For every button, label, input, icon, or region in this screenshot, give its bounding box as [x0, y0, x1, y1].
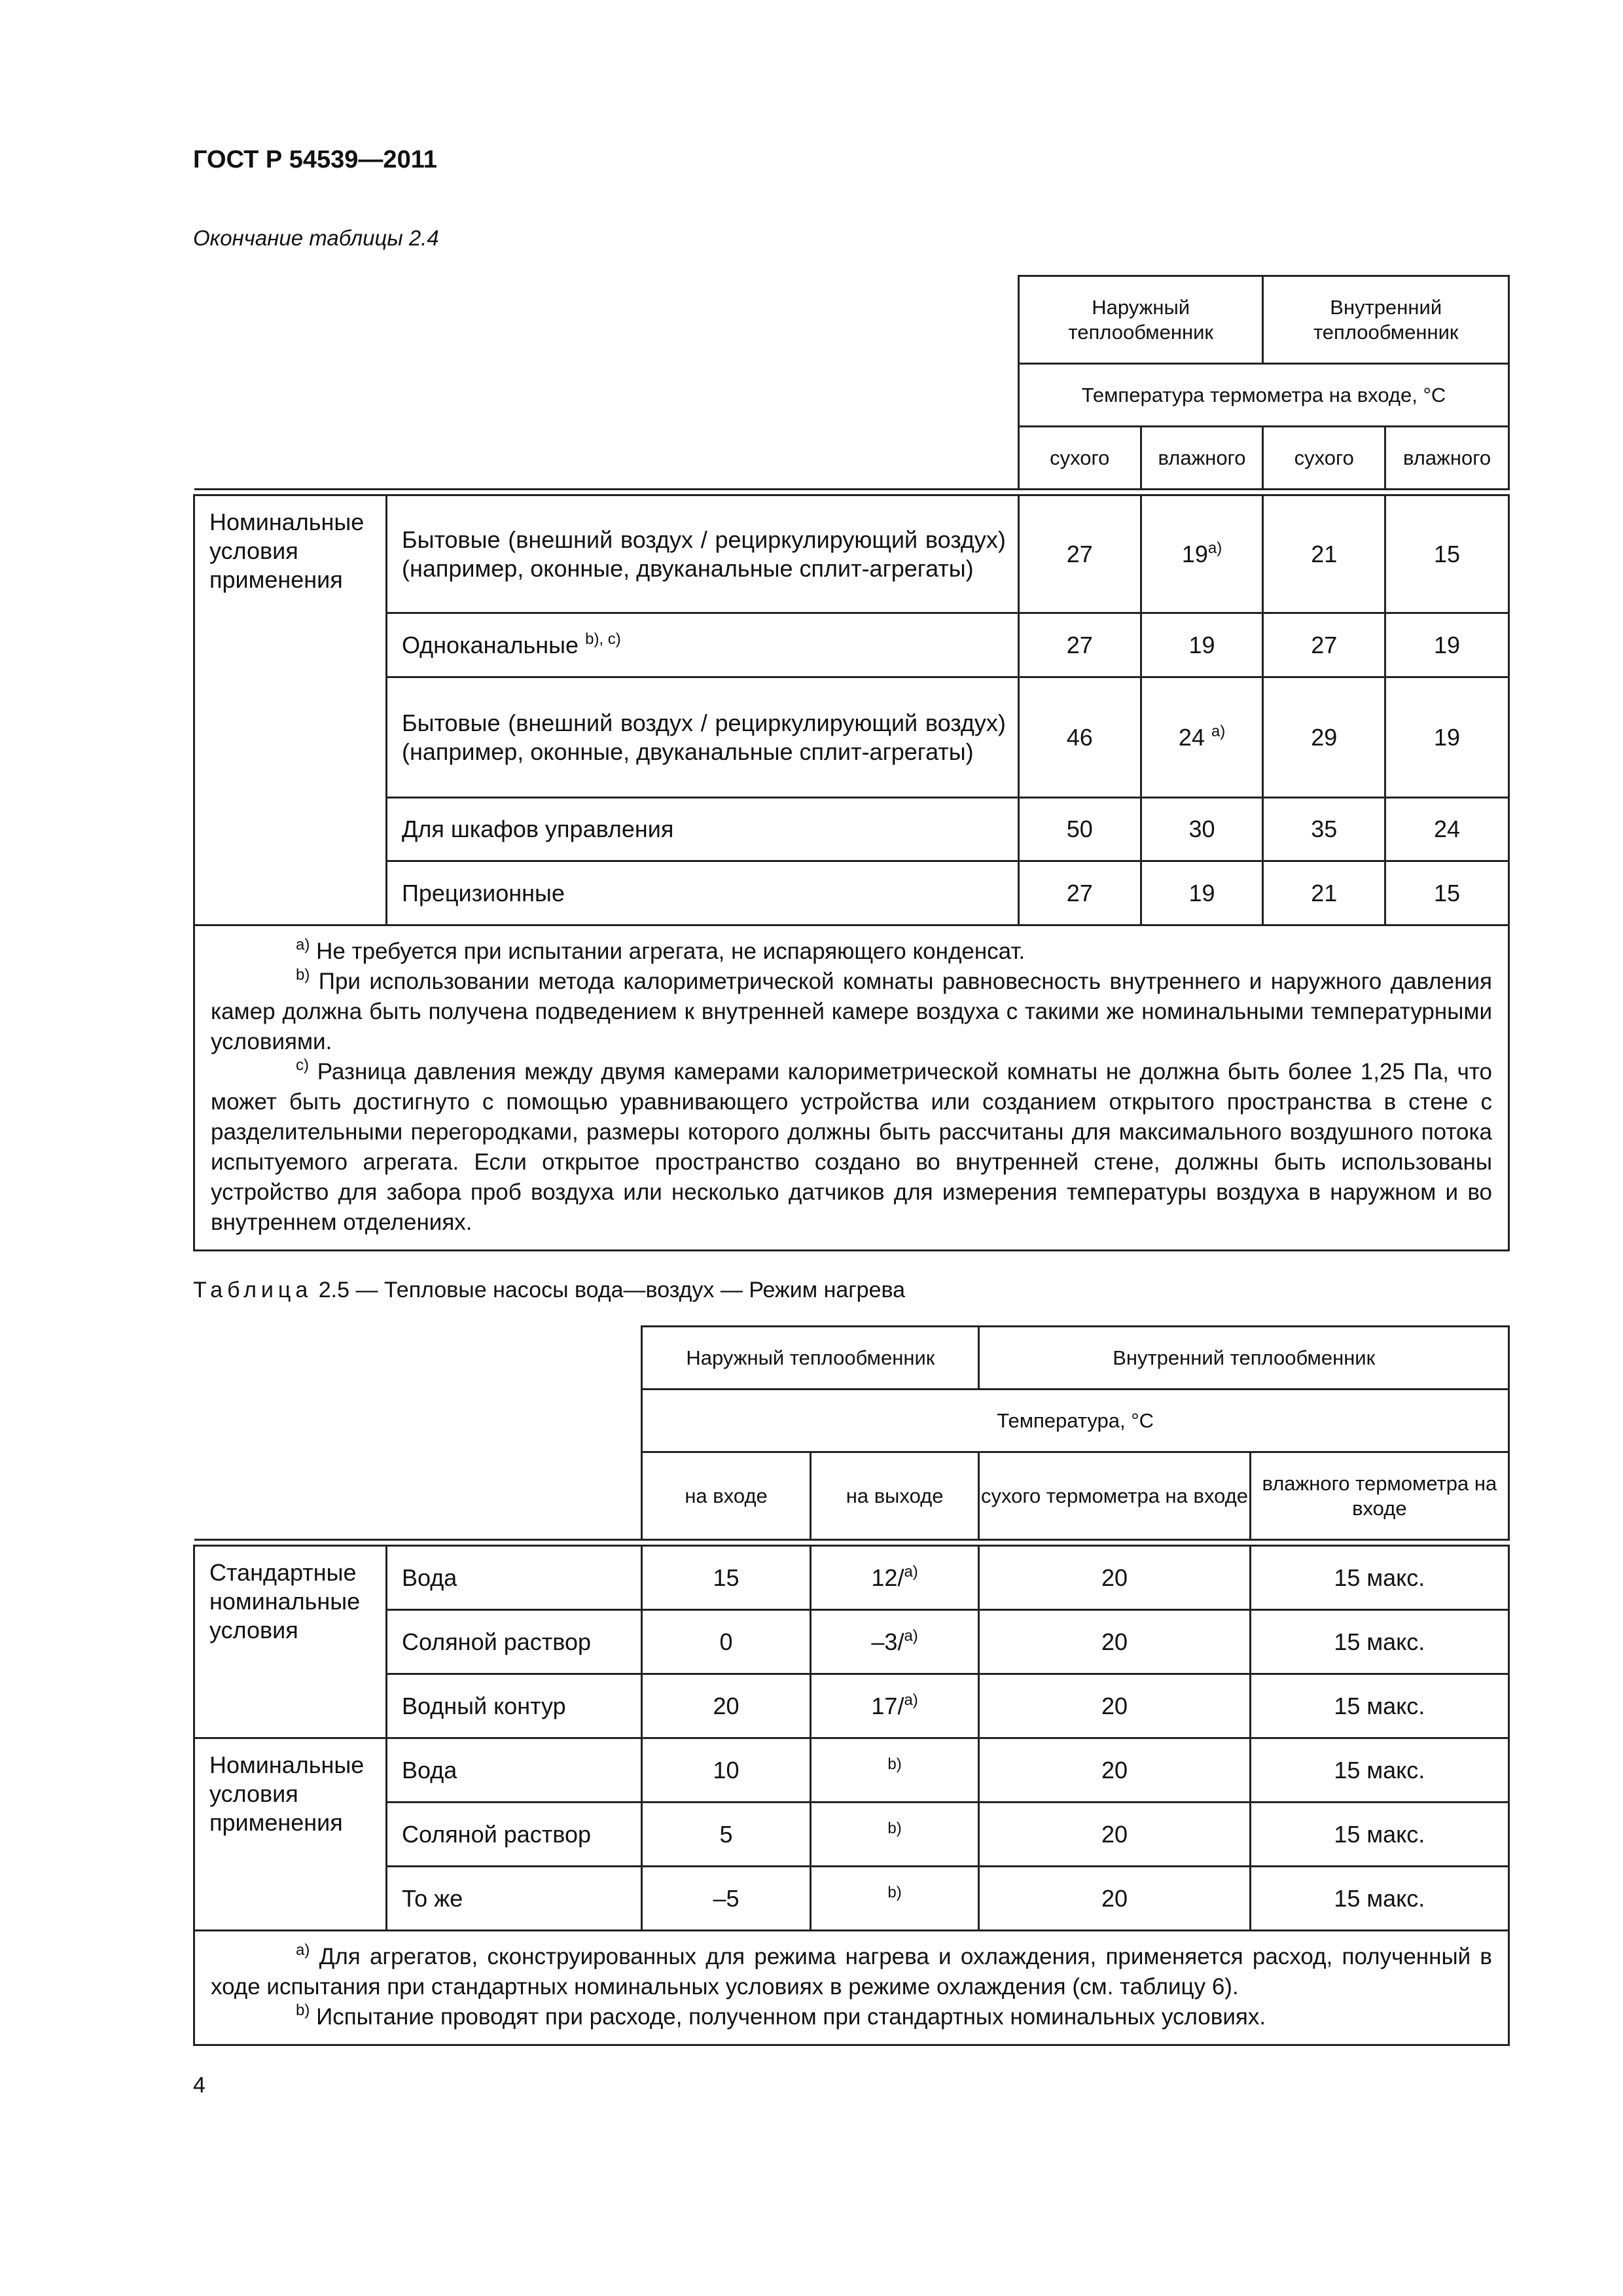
table-row	[194, 798, 1509, 861]
table-row	[194, 1803, 1509, 1867]
cell: 19	[1141, 861, 1263, 925]
cell: 20	[979, 1546, 1250, 1610]
footnote-ref: a)	[1207, 539, 1222, 557]
cell: 15 макс.	[1250, 1867, 1508, 1931]
footnote-ref: a)	[904, 1562, 918, 1581]
document-title: ГОСТ Р 54539—2011	[193, 146, 437, 173]
cell: 5	[642, 1803, 811, 1867]
table-row	[194, 1610, 1509, 1674]
col-outer-exchanger: Наружный теплообменник	[1018, 276, 1263, 364]
sub-dry-bulb-inlet: сухого термометра на входе	[979, 1452, 1250, 1540]
footnote: $^{b)}$ При использовании метода калориметрической комнаты равновесность внутреннего и наружного давления камер должна быть получена подведением к внутренней камере воздуха с такими же номинальными температурными условиями.	[211, 966, 1492, 1054]
table-row	[194, 677, 1509, 798]
cell	[810, 1738, 979, 1803]
sub-wet-bulb-inlet: влажного термометра на входе	[1250, 1452, 1508, 1540]
cell: 20	[979, 1738, 1250, 1803]
row-name: То же	[386, 1867, 641, 1931]
row-name: Одноканальные $^{b), c)}$	[386, 613, 1018, 677]
footnote-ref: a)	[904, 1626, 918, 1645]
footnote-ref: b)	[887, 1883, 902, 1901]
cell: 29	[1263, 677, 1385, 798]
row-name: Бытовые (внешний воздух / рециркулирующий воздух) (например, оконные, двуканальные сплит-агрегаты)	[386, 677, 1018, 798]
cell: 19	[1385, 677, 1509, 798]
cell: –5	[642, 1867, 811, 1931]
cell	[810, 1867, 979, 1931]
table-2-5-caption: Таблица 2.5 — Тепловые насосы вода—воздух — Режим нагрева	[193, 1278, 906, 1302]
cell: 19	[1385, 613, 1509, 677]
cell: 27	[1018, 495, 1141, 613]
table-row	[194, 1674, 1509, 1738]
temperature-header: Температура, °С	[642, 1390, 1509, 1452]
row-name: Вода	[386, 1546, 641, 1610]
col-inner-exchanger: Внутренний теплообменник	[1263, 276, 1509, 364]
table-row	[194, 1546, 1509, 1610]
group-label: Номинальные условия применения	[194, 495, 387, 925]
cell: 10	[642, 1738, 811, 1803]
cell: 46	[1018, 677, 1141, 798]
cell: 15 макс.	[1250, 1803, 1508, 1867]
cell: 27	[1018, 613, 1141, 677]
row-name: Соляной раствор	[386, 1610, 641, 1674]
group-label: Стандартные номинальные условия	[194, 1546, 387, 1738]
row-name: Водный контур	[386, 1674, 641, 1738]
table-row	[194, 1738, 1509, 1803]
table-2-4	[193, 275, 1510, 1251]
cell: 21	[1263, 495, 1385, 613]
sub-dry-outer: сухого	[1018, 427, 1141, 490]
row-name: Прецизионные	[386, 861, 1018, 925]
page-number: 4	[193, 2073, 205, 2098]
table-row	[194, 495, 1509, 613]
cell	[810, 1803, 979, 1867]
table-continuation-caption: Окончание таблицы 2.4	[193, 226, 439, 250]
footnote-ref: b), c)	[585, 630, 621, 648]
cell: –3/$^{a)}$	[810, 1610, 979, 1674]
cell: 15	[642, 1546, 811, 1610]
cell: 20	[979, 1867, 1250, 1931]
footnote: $^{a)}$ Для агрегатов, сконструированных для режима нагрева и охлаждения, применяется расход, полученный в ходе испытания при стандартных номинальных условиях в режиме охлаждения (см. таблицу 6).	[211, 1941, 1492, 2000]
cell: 15 макс.	[1250, 1610, 1508, 1674]
temperature-header: Температура термометра на входе, °С	[1018, 364, 1508, 427]
footnote-ref: b)	[887, 1755, 902, 1773]
cell: 50	[1018, 798, 1141, 861]
cell: 19$^{a)}$	[1141, 495, 1263, 613]
footnote: $^{b)}$ Испытание проводят при расходе, полученном при стандартных номинальных условиях.	[296, 2001, 1266, 2030]
cell: 15 макс.	[1250, 1546, 1508, 1610]
blank-corner	[194, 276, 1019, 490]
cell: 0	[642, 1610, 811, 1674]
cell: 27	[1018, 861, 1141, 925]
sub-wet-inner: влажного	[1385, 427, 1509, 490]
col-inner-exchanger: Внутренний теплообменник	[979, 1327, 1509, 1390]
row-name: Вода	[386, 1738, 641, 1803]
sub-dry-inner: сухого	[1263, 427, 1385, 490]
row-name: Соляной раствор	[386, 1803, 641, 1867]
cell: 15	[1385, 861, 1509, 925]
row-name: Бытовые (внешний воздух / рециркулирующий воздух) (например, оконные, двуканальные сплит-агрегаты)	[386, 495, 1018, 613]
group-label: Номинальные условия применения	[194, 1738, 387, 1931]
cell: 20	[979, 1674, 1250, 1738]
footnote-ref: a)	[904, 1691, 918, 1709]
table-2-5-notes	[194, 1931, 1509, 2045]
cell: 12/$^{a)}$	[810, 1546, 979, 1610]
cell: 20	[642, 1674, 811, 1738]
cell: 35	[1263, 798, 1385, 861]
sub-inlet: на входе	[642, 1452, 811, 1540]
table-2-5	[193, 1325, 1510, 2046]
cell: 19	[1141, 613, 1263, 677]
footnote-ref: b)	[887, 1819, 902, 1837]
cell: 21	[1263, 861, 1385, 925]
cell: 17/$^{a)}$	[810, 1674, 979, 1738]
row-name: Для шкафов управления	[386, 798, 1018, 861]
cell: 15	[1385, 495, 1509, 613]
sub-outlet: на выходе	[810, 1452, 979, 1540]
footnote-ref: a)	[1211, 722, 1226, 740]
cell: 30	[1141, 798, 1263, 861]
cell: 24 $^{a)}$	[1141, 677, 1263, 798]
footnote: $^{c)}$ Разница давления между двумя камерами калориметрической комнаты не должна быть более 1,25 Па, что может быть достигнуто с помощью уравнивающего устройства или созданием открытого пространства в стене с разделительными перегородками, размеры которого должны быть рассчитаны для максимального воздушного потока испытуемого агрегата. Если открытое пространство создано во внутренней стене, должны быть использованы устройство для забора проб воздуха или несколько датчиков для измерения температуры воздуха в наружном и во внутреннем отделениях.	[211, 1056, 1492, 1235]
table-row	[194, 861, 1509, 925]
table-row	[194, 1867, 1509, 1931]
cell: 24	[1385, 798, 1509, 861]
blank-corner	[194, 1327, 642, 1540]
cell: 20	[979, 1610, 1250, 1674]
cell: 15 макс.	[1250, 1674, 1508, 1738]
cell: 20	[979, 1803, 1250, 1867]
col-outer-exchanger: Наружный теплообменник	[642, 1327, 979, 1390]
footnote: $^{a)}$ Не требуется при испытании агрегата, не испаряющего конденсат.	[296, 936, 1026, 964]
double-rule	[194, 490, 1509, 495]
cell: 27	[1263, 613, 1385, 677]
table-2-4-notes	[194, 925, 1509, 1251]
sub-wet-outer: влажного	[1141, 427, 1263, 490]
double-rule	[194, 1540, 1509, 1546]
table-row	[194, 613, 1509, 677]
cell: 15 макс.	[1250, 1738, 1508, 1803]
